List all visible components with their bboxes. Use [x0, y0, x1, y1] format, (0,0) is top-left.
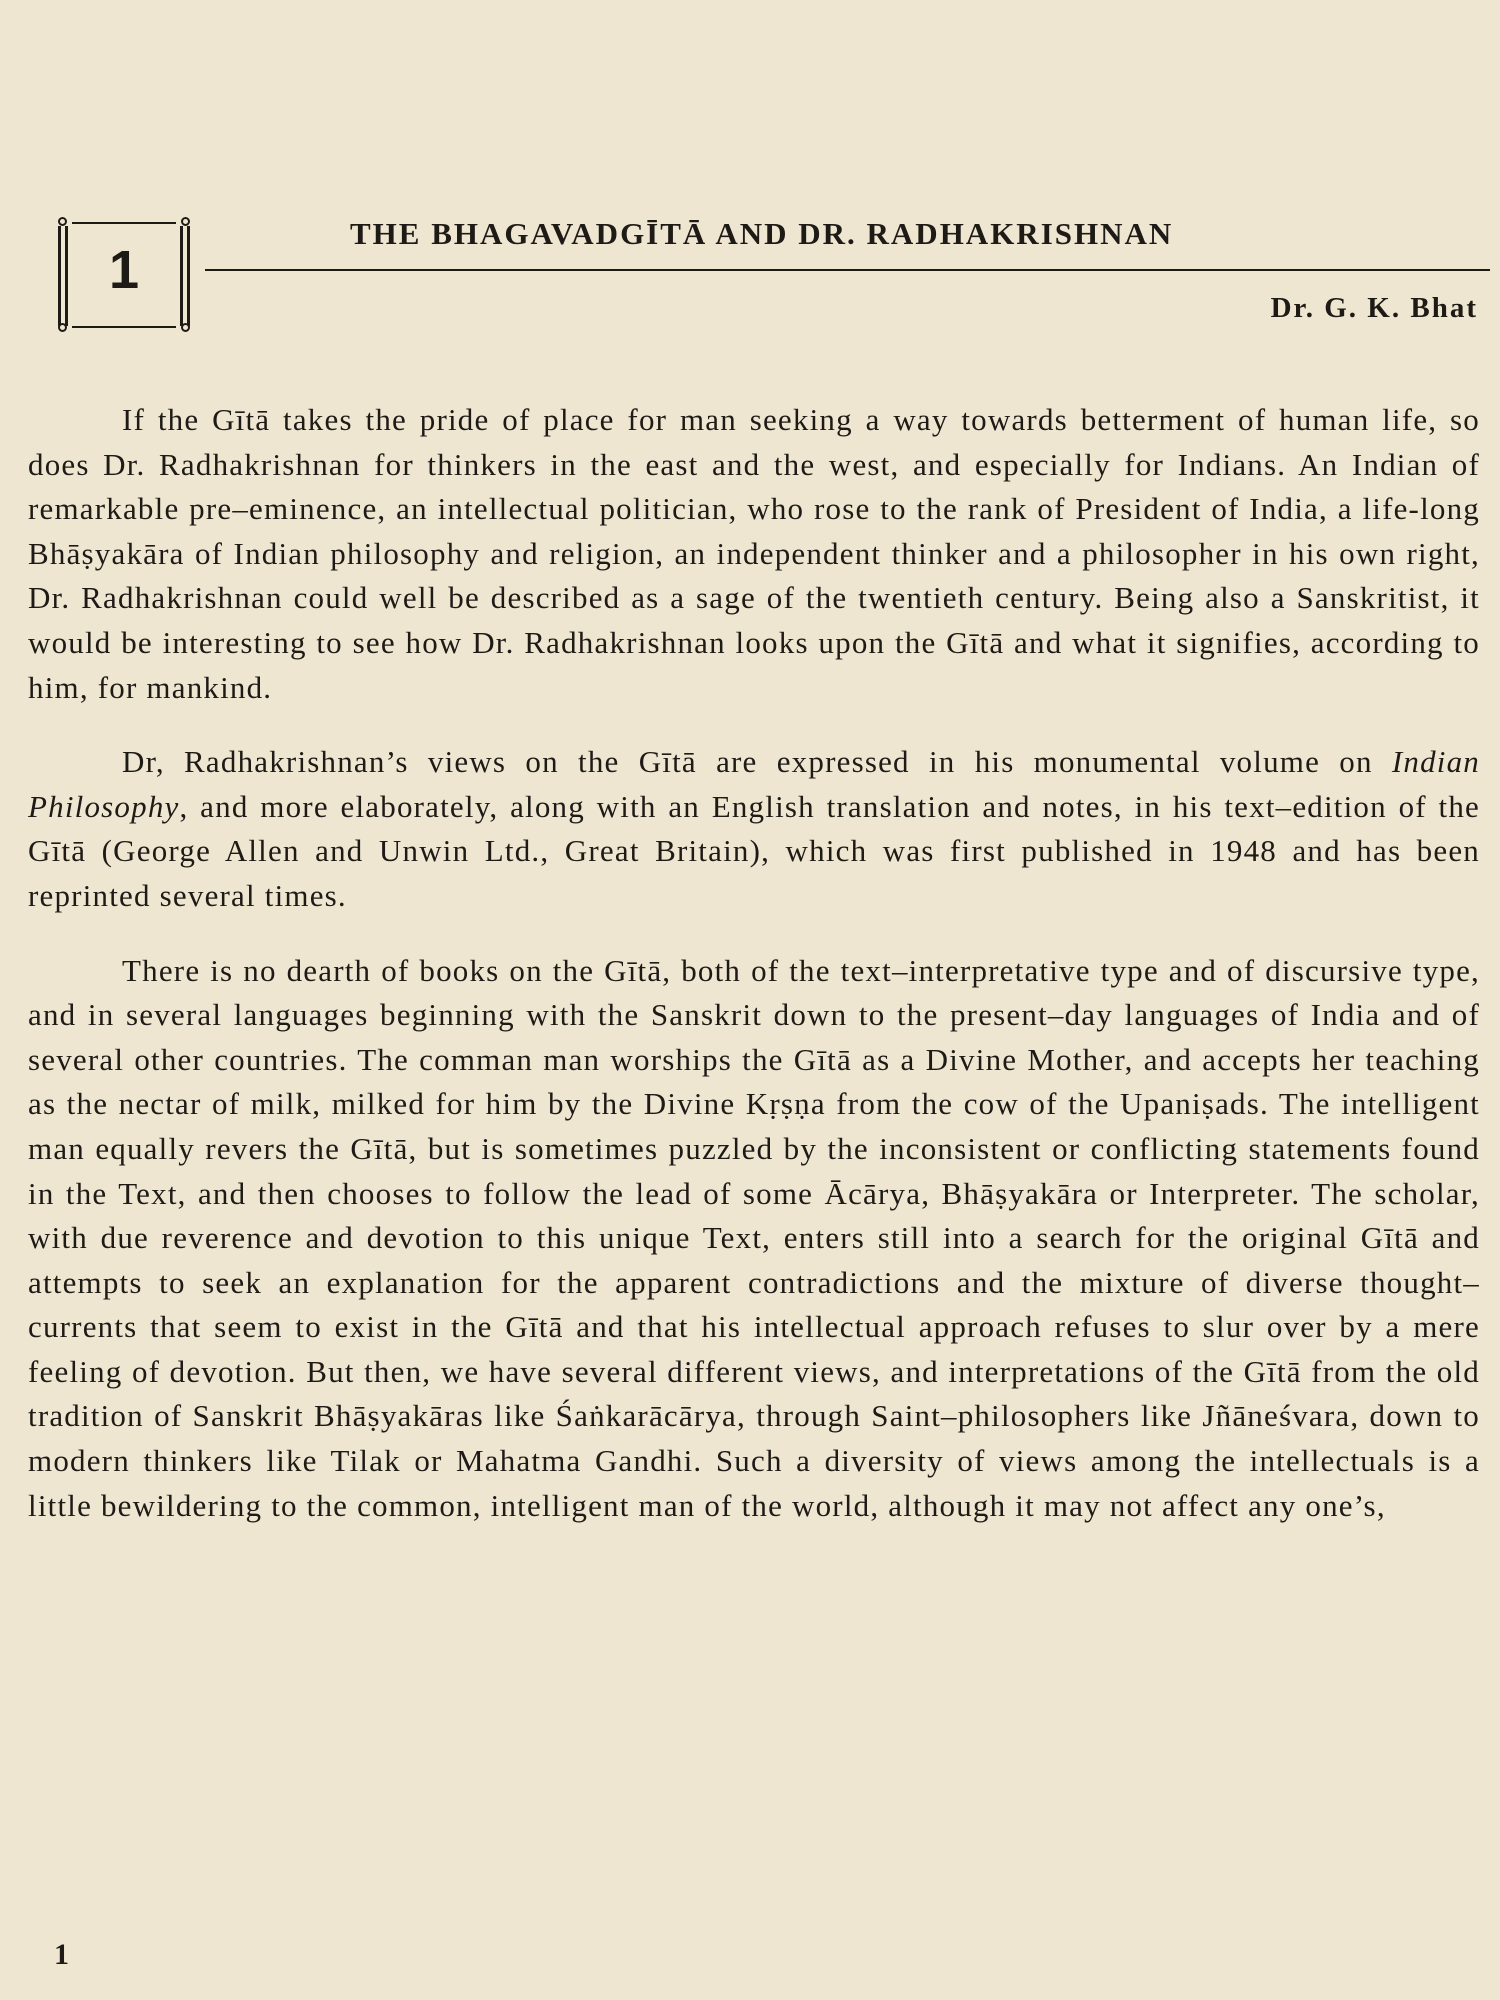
title-rule [205, 269, 1490, 271]
paragraph-1: If the Gītā takes the pride of place for man seeking a way towards betterment of human life, so does Dr. Radhakrishnan for thinkers in the east and the west, and especially for Indians. An Indian of remarkable pre–eminence, an intellectual politician, who rose to the rank of President of India, a life-long Bhāṣyakāra of Indian philosophy and religion, an independent thinker and a philosopher in his own right, Dr. Radhakrishnan could well be described as a sage of the twentieth century. Being also a Sanskritist, it would be interesting to see how Dr. Radhakrishnan looks upon the Gītā and what it signifies, according to him, for mankind. [28, 402, 1480, 705]
book-title-indian-philosophy: Indian Philosophy [28, 744, 1480, 824]
article-title: THE BHAGAVADGĪTĀ AND DR. RADHAKRISHNAN [350, 216, 1174, 251]
paragraph-2-end: , and more elaborately, along with an English translation and notes, in his text–edition of the Gītā (George Allen and Unwin Ltd., Great Britain), which was first published in 1948 and has been reprinted several times. [28, 788, 1480, 913]
article-author: Dr. G. K. Bhat [1270, 292, 1478, 324]
paragraph-3: There is no dearth of books on the Gītā, both of the text–interpretative type and of discursive type, and in several languages beginning with the Sanskrit down to the present–day languages of India and of several other countries. The comman man worships the Gītā as a Divine Mother, and accepts her teaching as the nectar of milk, milked for him by the Divine Kṛṣṇa from the cow of the Upaniṣads. The intelligent man equally revers the Gītā, but is sometimes puzzled by the inconsistent or conflicting statements found in the Text, and then chooses to follow the lead of some Ācārya, Bhāṣyakāra or Interpreter. The scholar, with due reverence and devotion to this unique Text, enters still into a search for the original Gītā and attempts to seek an explanation for the apparent contradictions and the mixture of diverse thought–currents that seem to exist in the Gītā and that his intellectual approach refuses to slur over by a mere feeling of devotion. But then, we have several different views, and interpretations of the Gītā from the old tradition of Sanskrit Bhāṣyakāras like Śaṅkarācārya, through Saint–philosophers like Jñāneśvara, down to modern thinkers like Tilak or Mahatma Gandhi. Such a diversity of views among the intellectuals is a little bewildering to the common, intelligent man of the world, although it may not affect any one’s, [28, 952, 1480, 1523]
chapter-number-box [58, 222, 190, 328]
article-body [28, 398, 1480, 1558]
paragraph-2-start: Dr, Radhakrishnan’s views on the Gītā are expressed in his monumental volume on [122, 744, 1392, 780]
page-number: 1 [54, 1938, 69, 1971]
chapter-number: 1 [108, 240, 140, 300]
paragraph-2 [28, 740, 1480, 918]
